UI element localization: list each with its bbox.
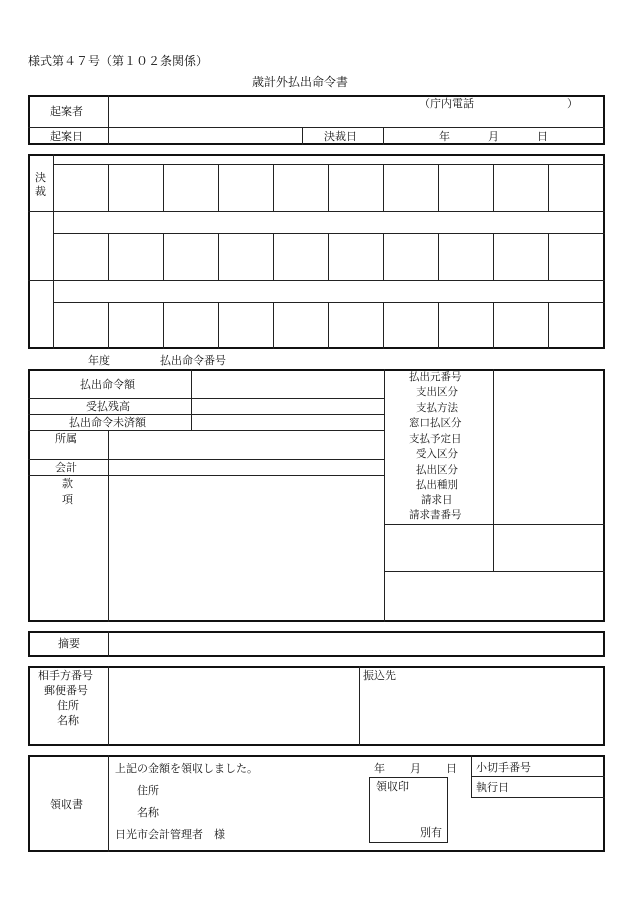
right-label-2: 支払方法 [416,402,458,414]
right-label-7: 払出種別 [416,479,458,491]
execution-date-label: 執行日 [476,781,509,794]
right-values-field[interactable] [495,371,603,523]
payee-info-field[interactable] [110,668,358,744]
order-number-label: 払出命令番号 [160,354,226,367]
item-label: 項 [62,493,73,506]
phone-label: （庁内電話 [419,97,474,110]
transfer-label: 振込先 [363,669,396,682]
draft-date-label: 起案日 [50,130,83,143]
receipt-label: 領収書 [50,798,83,811]
receipt-address-label: 住所 [137,784,159,797]
separate-label: 別有 [420,826,442,839]
unpaid-amount-label: 払出命令未済額 [69,416,146,429]
right-label-3: 窓口払区分 [409,417,462,429]
right-label-9: 請求書番号 [409,509,462,521]
transfer-field[interactable] [361,684,603,744]
department-label: 所属 [55,432,77,445]
payee-address-label: 住所 [57,699,79,712]
seal-label: 領収印 [376,780,409,793]
department-field[interactable] [110,432,382,458]
approval-date-label: 決裁日 [324,130,357,143]
received-balance-field[interactable] [193,400,382,413]
check-number-label: 小切手番号 [476,761,531,774]
approval-label-top: 決 [35,171,46,184]
approval-day: 日 [537,130,548,143]
approval-month: 月 [488,130,499,143]
receipt-month: 月 [410,762,421,775]
payee-number-label: 相手方番号 [38,669,93,682]
drafter-label: 起案者 [50,105,83,118]
phone-close: ） [567,97,578,110]
unpaid-amount-field[interactable] [193,416,382,429]
right-label-4: 支払予定日 [409,433,462,445]
summary-field[interactable] [110,633,603,655]
receipt-addressee: 日光市会計管理者 様 [115,828,225,841]
draft-date-field[interactable] [110,129,301,143]
receipt-name-field[interactable] [162,803,362,821]
drafter-field[interactable] [110,97,603,125]
received-balance-label: 受払残高 [86,400,130,413]
order-amount-field[interactable] [193,371,382,397]
account-field[interactable] [110,461,382,474]
receipt-day: 日 [446,762,457,775]
section-label: 款 [62,477,73,490]
right-label-5: 受入区分 [416,448,458,460]
approval-year: 年 [439,130,450,143]
document-title: 歳計外払出命令書 [252,75,349,89]
right-label-8: 請求日 [421,494,453,506]
fiscal-year-label: 年度 [88,354,110,367]
postal-code-label: 郵便番号 [44,684,88,697]
approval-grid [28,154,605,349]
summary-label: 摘要 [58,637,80,650]
right-label-0: 払出元番号 [409,371,462,383]
right-label-6: 払出区分 [416,464,458,476]
receipt-address-field[interactable] [162,781,362,799]
receipt-name-label: 名称 [137,806,159,819]
form-number: 様式第４７号（第１０２条関係） [28,54,209,68]
account-label: 会計 [55,461,77,474]
approval-label-bottom: 裁 [35,185,46,198]
section-item-field[interactable] [110,477,382,620]
right-label-1: 支出区分 [416,386,458,398]
receipt-year: 年 [374,762,385,775]
order-amount-label: 払出命令額 [80,378,135,391]
receipt-statement: 上記の金額を領収しました。 [115,762,258,775]
payee-name-label: 名称 [57,714,79,727]
